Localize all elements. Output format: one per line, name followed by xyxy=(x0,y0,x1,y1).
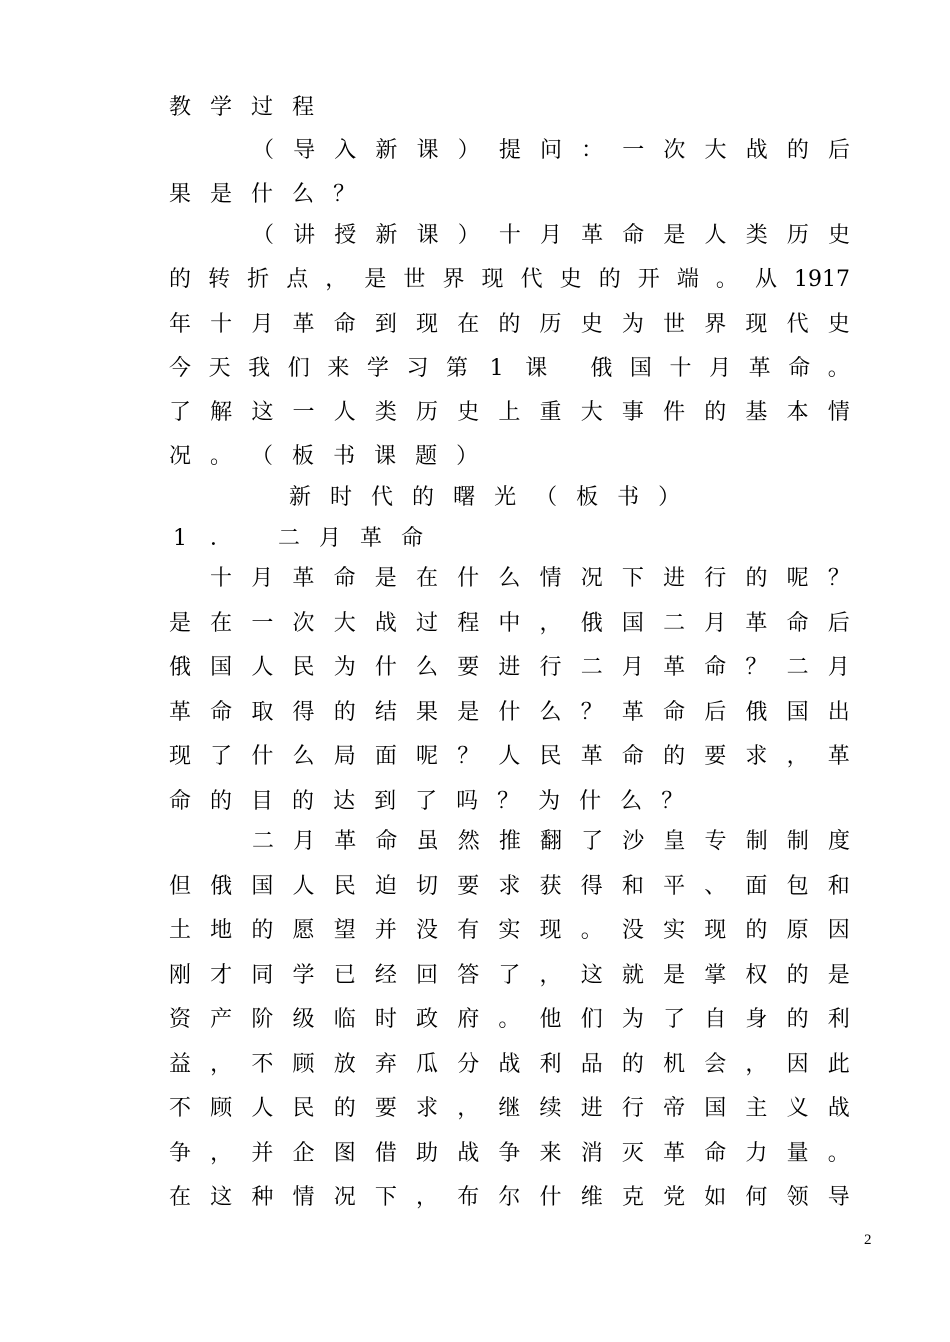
text-line: 资 产 阶 级 临 时 政 府 。 他 们 为 了 自 身 的 利 xyxy=(169,1007,850,1032)
subheading-february-revolution: 1 ． 二 月 革 命 xyxy=(173,526,424,551)
text-line: 但 俄 国 人 民 迫 切 要 求 获 得 和 平 、 面 包 和 xyxy=(169,874,850,899)
text-line: 益 ， 不 顾 放 弃 瓜 分 战 利 品 的 机 会 ， 因 此 xyxy=(169,1052,850,1077)
text-line: 年 十 月 革 命 到 现 在 的 历 史 为 世 界 现 代 史 xyxy=(169,312,850,337)
text-line: 十 月 革 命 是 在 什 么 情 况 下 进 行 的 呢 ？ xyxy=(210,566,850,591)
text-line: 俄 国 人 民 为 什 么 要 进 行 二 月 革 命 ？ 二 月 xyxy=(169,655,850,680)
text-line: 是 在 一 次 大 战 过 程 中 ， 俄 国 二 月 革 命 后 xyxy=(169,611,850,636)
text-line: 了 解 这 一 人 类 历 史 上 重 大 事 件 的 基 本 情 xyxy=(169,400,850,425)
page-number: 2 xyxy=(864,1232,872,1248)
text-line: 争 ， 并 企 图 借 助 战 争 来 消 灭 革 命 力 量 。 xyxy=(169,1141,850,1166)
text-line: 刚 才 同 学 已 经 回 答 了 ， 这 就 是 掌 权 的 是 xyxy=(169,963,850,988)
text-line: 在 这 种 情 况 下 ， 布 尔 什 维 克 党 如 何 领 导 xyxy=(169,1185,850,1210)
text-line: 况 。 （ 板 书 课 题 ） xyxy=(169,444,479,469)
text-line: 不 顾 人 民 的 要 求 ， 继 续 进 行 帝 国 主 义 战 xyxy=(169,1096,850,1121)
text-line: 命 的 目 的 达 到 了 吗 ？ 为 什 么 ？ xyxy=(169,789,684,814)
heading-teaching-process: 教 学 过 程 xyxy=(169,95,315,120)
text-line: 果 是 什 么 ？ xyxy=(169,182,356,207)
text-line: 今 天 我 们 来 学 习 第 1 课 俄 国 十 月 革 命 。 xyxy=(169,356,850,381)
text-line: 二 月 革 命 虽 然 推 翻 了 沙 皇 专 制 制 度 xyxy=(252,829,850,854)
text-line: （ 讲 授 新 课 ） 十 月 革 命 是 人 类 历 史 xyxy=(252,223,850,248)
text-line: 现 了 什 么 局 面 呢 ？ 人 民 革 命 的 要 求 ， 革 xyxy=(169,744,850,769)
section-title: 新 时 代 的 曙 光 （ 板 书 ） xyxy=(289,485,681,510)
text-line: （ 导 入 新 课 ） 提 问 ： 一 次 大 战 的 后 xyxy=(252,138,850,163)
text-line: 革 命 取 得 的 结 果 是 什 么 ？ 革 命 后 俄 国 出 xyxy=(169,700,850,725)
text-line: 土 地 的 愿 望 并 没 有 实 现 。 没 实 现 的 原 因 xyxy=(169,918,850,943)
text-line: 的 转 折 点 ， 是 世 界 现 代 史 的 开 端 。 从 1917 xyxy=(169,267,850,292)
